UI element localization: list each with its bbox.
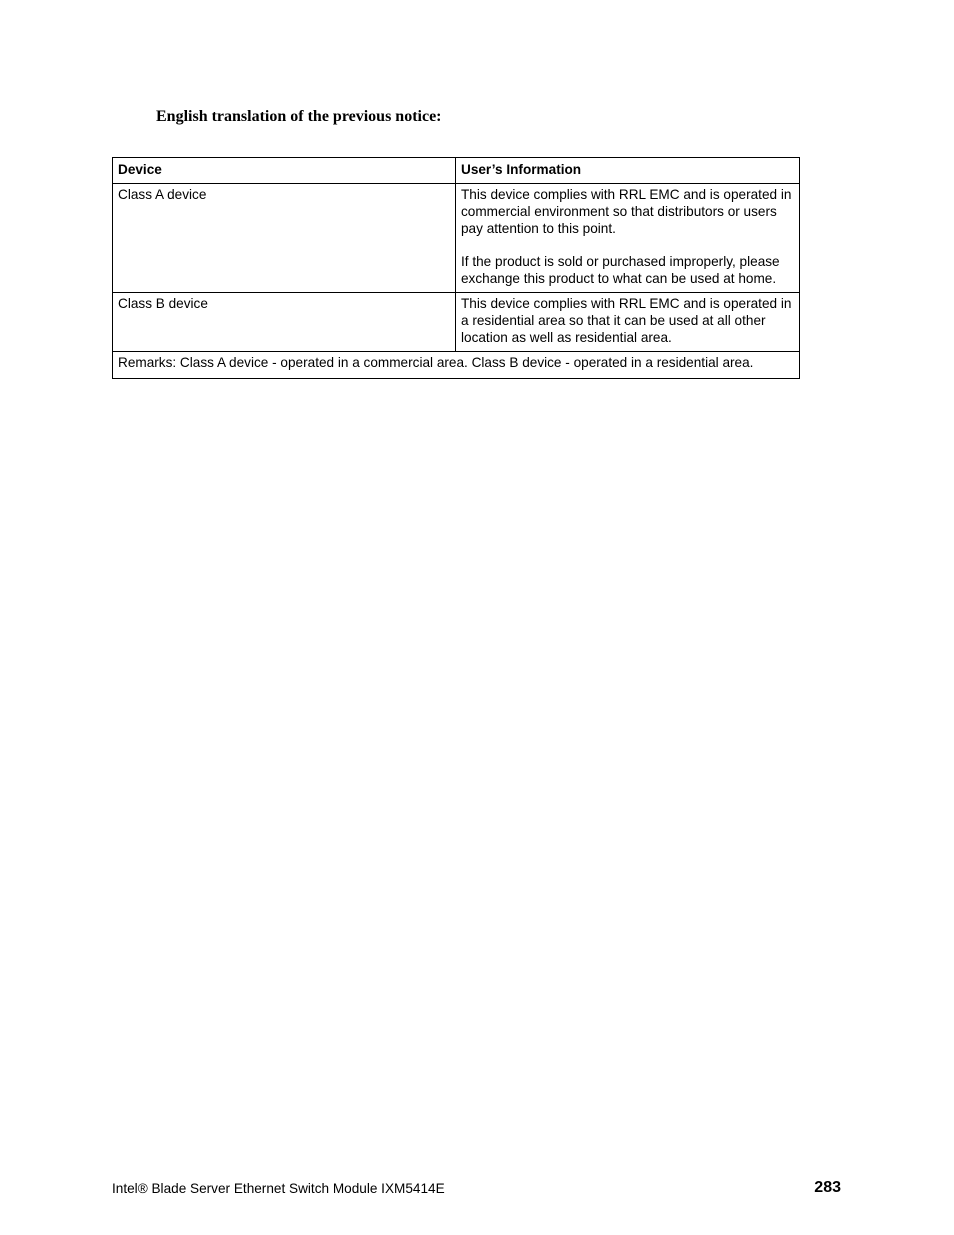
info-cell <box>456 184 800 293</box>
column-header-device: Device <box>113 158 456 184</box>
info-cell <box>456 293 800 352</box>
table-row-class-b <box>113 293 800 352</box>
info-paragraph: If the product is sold or purchased improperly, please exchange this product to what can be used at home. <box>461 254 780 286</box>
table-row-remarks <box>113 352 800 379</box>
table-header-row <box>113 158 800 184</box>
info-paragraph: This device complies with RRL EMC and is operated in a residential area so that it can be used at all other location as well as residential area. <box>461 296 792 345</box>
page-number: 283 <box>814 1179 841 1196</box>
info-paragraph: This device complies with RRL EMC and is operated in commercial environment so that distributors or users pay attention to this point. <box>461 187 792 236</box>
device-cell: Class A device <box>113 184 456 293</box>
device-cell: Class B device <box>113 293 456 352</box>
user-information-table <box>112 157 800 379</box>
remarks-cell: Remarks: Class A device - operated in a commercial area. Class B device - operated in a residential area. <box>113 352 800 379</box>
table-row-class-a <box>113 184 800 293</box>
section-heading: English translation of the previous notice: <box>156 108 442 125</box>
footer-document-title: Intel® Blade Server Ethernet Switch Module IXM5414E <box>112 1181 445 1196</box>
column-header-users-information: User’s Information <box>456 158 800 184</box>
